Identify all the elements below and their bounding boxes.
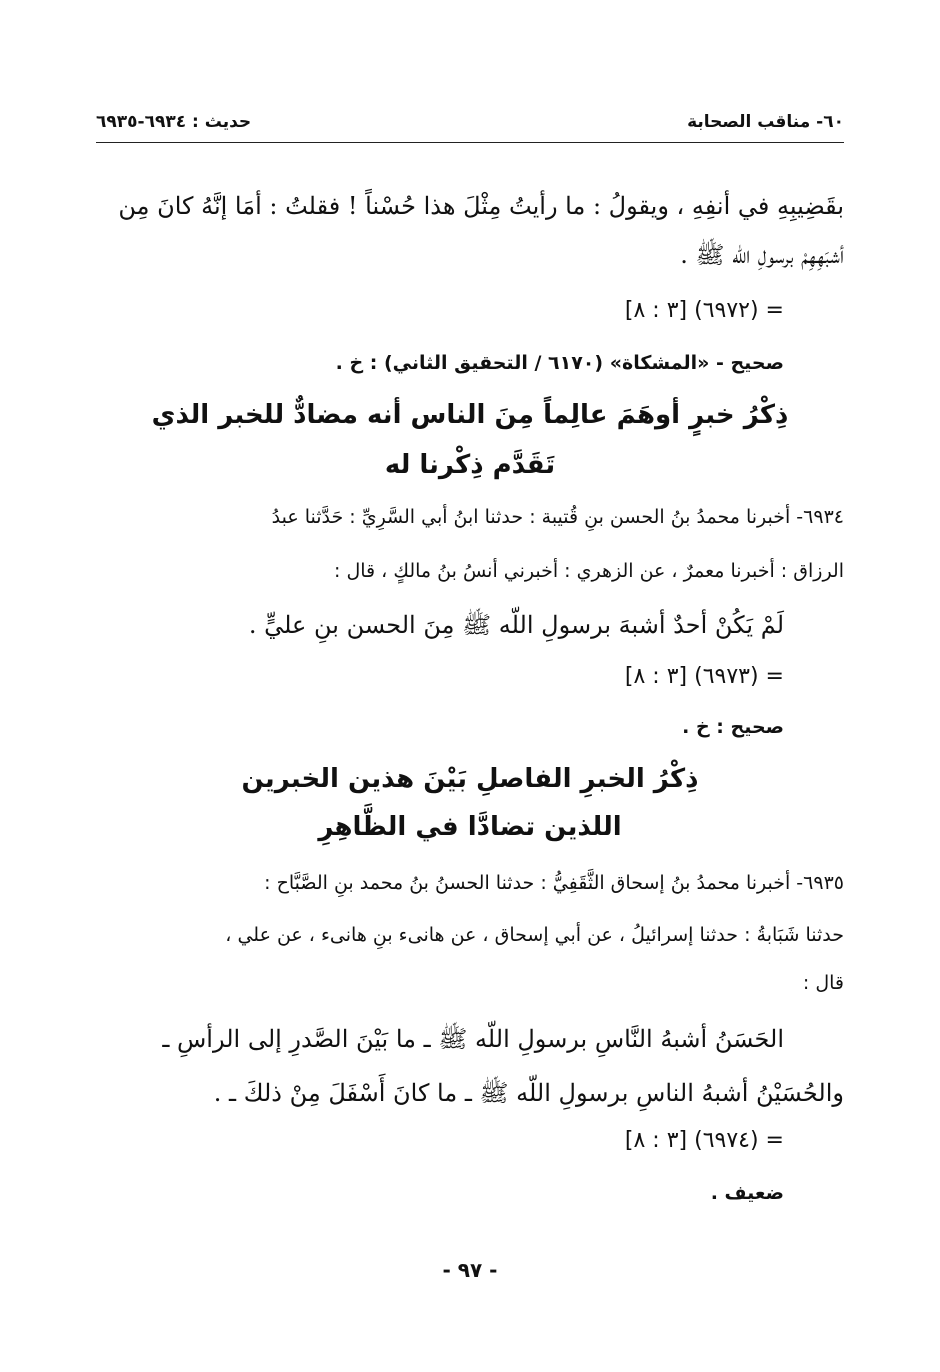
chapter-heading: تَقَدَّم ذِكْرنا له	[384, 450, 556, 480]
grading: صحيح : خ .	[682, 716, 784, 738]
isnad-line: ٦٩٣٤- أخبرنا محمدُ بنُ الحسن بنِ قُتيبة : حدثنا ابنُ أبي السَّرِيِّ : حَدَّثنا عبدُ	[271, 506, 844, 528]
running-header	[96, 108, 844, 143]
chapter-heading: ذِكْرُ الخبرِ الفاصلِ بَيْنَ هذين الخبرين	[241, 764, 699, 794]
hadith-range: حديث : ٦٩٣٤-٦٩٣٥	[96, 112, 252, 132]
matn-line: الحَسَنُ أشبهُ النَّاسِ برسولِ اللّه ﷺ ـ ما بَيْنَ الصَّدرِ إلى الرأسِ ـ	[162, 1025, 784, 1053]
grading: ضعيف .	[710, 1182, 784, 1204]
matn-line: لَمْ يَكُنْ أحدٌ أشبهَ برسولِ اللّه ﷺ مِنَ الحسن بنِ عليٍّ .	[248, 611, 784, 639]
cross-reference: = (٦٩٧٢) [٣ : ٨]	[624, 298, 784, 323]
chapter-heading: ذِكْرُ خبرٍ أوهَمَ عالِماً مِنَ الناس أنه مضادٌّ للخبر الذي	[151, 400, 789, 430]
matn-line: والحُسَيْنُ أشبهُ الناسِ برسولِ اللّه ﷺ ـ ما كانَ أَسْفَلَ مِنْ ذلكَ ـ .	[213, 1079, 844, 1107]
section-title: ٦٠- مناقب الصحابة	[687, 112, 844, 132]
cross-reference: = (٦٩٧٤) [٣ : ٨]	[624, 1128, 784, 1153]
cross-reference: = (٦٩٧٣) [٣ : ٨]	[624, 664, 784, 689]
isnad-line: حدثنا شَبَابةُ : حدثنا إسرائيلُ ، عن أبي إسحاق ، عن هانىء بنِ هانىء ، عن علي ،	[225, 924, 844, 946]
isnad-line: ٦٩٣٥- أخبرنا محمدُ بنُ إسحاق الثَّقَفِيُّ : حدثنا الحسنُ بنُ محمد بنِ الصَّبَّاح :	[264, 872, 844, 894]
chapter-heading: اللذين تضادَّا في الظَّاهِرِ	[318, 812, 622, 842]
isnad-line: قال :	[802, 972, 844, 994]
page-number: - ٩٧ -	[442, 1258, 498, 1282]
grading: صحيح - «المشكاة» (٦١٧٠ / التحقيق الثاني) : خ .	[335, 352, 784, 374]
text-line: أشبَهِهِمْ برسولِ اللّه ﷺ .	[680, 241, 844, 269]
isnad-line: الرزاق : أخبرنا معمرٌ ، عن الزهري : أخبرني أنسُ بنُ مالكٍ ، قال :	[334, 560, 844, 582]
text-line: بقَضِيبِهِ في أنفِهِ ، ويقولُ : ما رأيتُ مِثْلَ هذا حُسْناً ! فقلتُ : أمَا إنَّهُ كانَ مِن	[118, 192, 844, 220]
